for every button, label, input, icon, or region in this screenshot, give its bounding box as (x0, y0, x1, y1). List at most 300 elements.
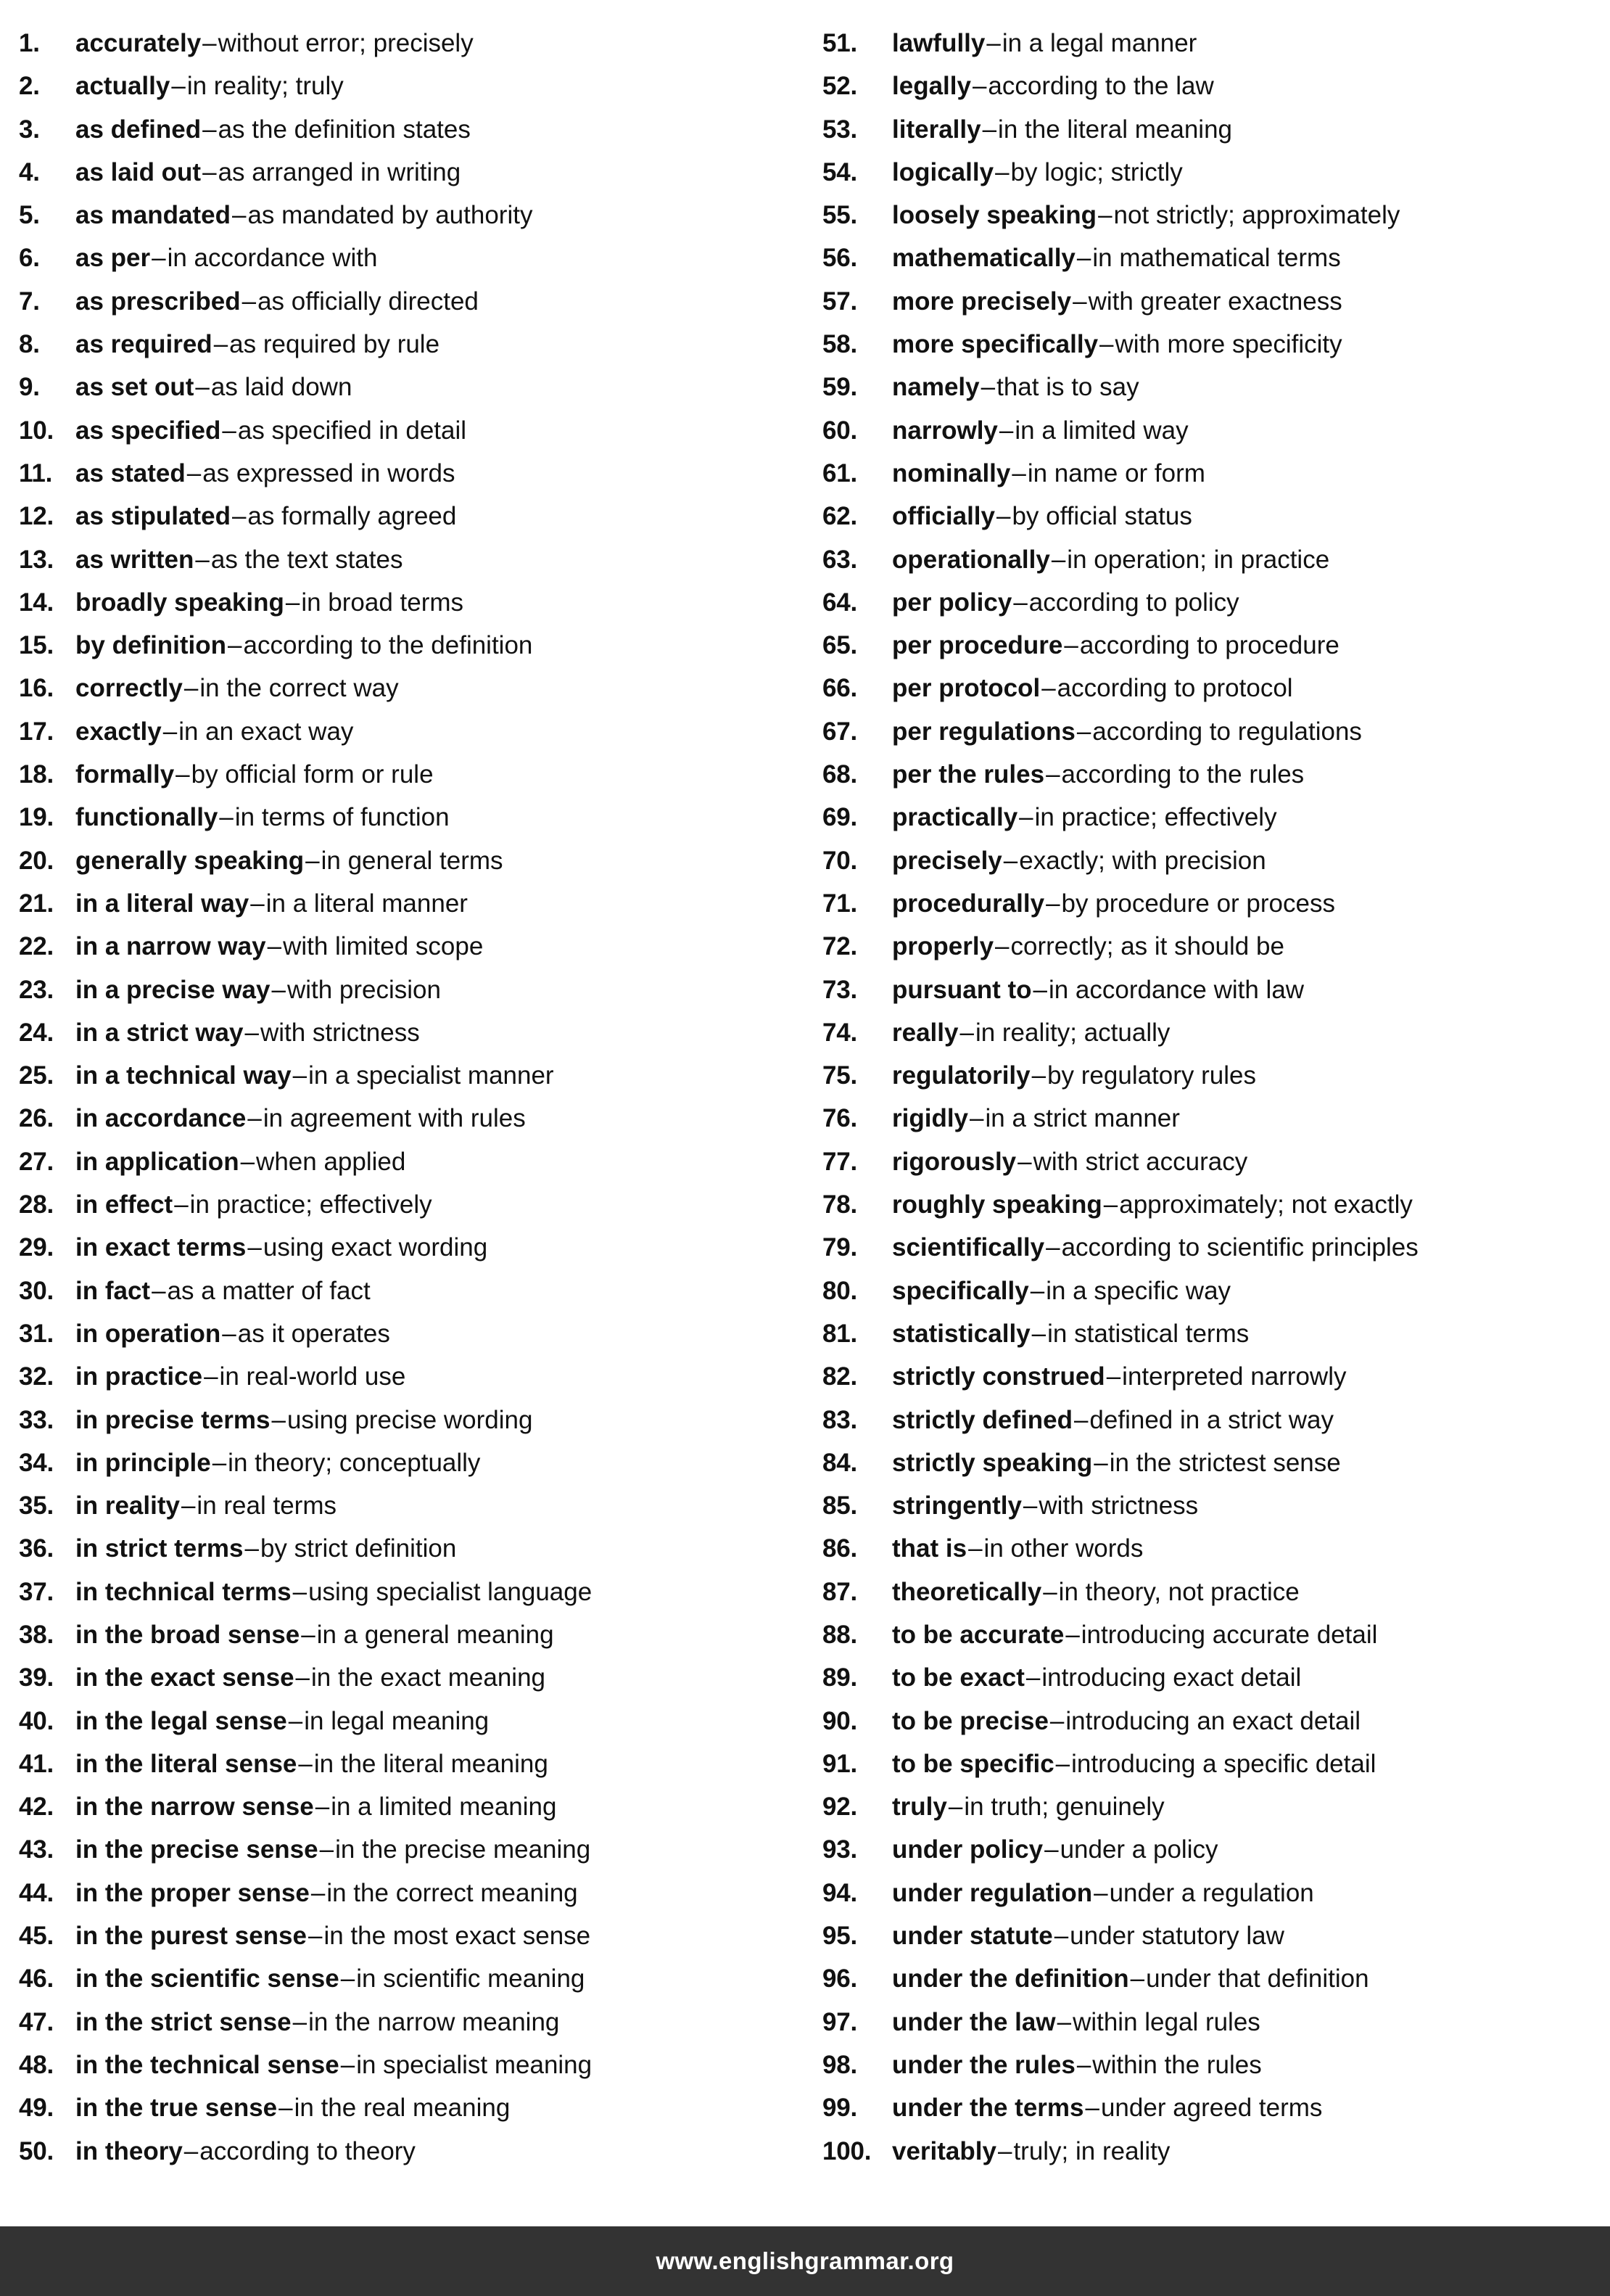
list-item-term: as prescribed (75, 287, 241, 316)
list-item-term: under the definition (892, 1964, 1129, 1993)
list-item-number: 8. (19, 330, 40, 359)
list-item-dash: – (267, 932, 282, 961)
list-item (822, 1441, 1609, 1484)
list-item (19, 710, 805, 753)
list-item-term: precisely (892, 846, 1002, 875)
list-item (19, 1914, 805, 1957)
list-item-term: stringently (892, 1491, 1022, 1521)
list-item-definition: as expressed in words (202, 458, 455, 487)
list-item-number: 12. (19, 502, 54, 531)
list-item-definition: introducing an exact detail (1065, 1706, 1361, 1735)
list-item-number: 10. (19, 416, 54, 445)
list-item-number: 97. (822, 2007, 858, 2036)
list-item (822, 1656, 1609, 1699)
list-item-term: in the purest sense (75, 1922, 307, 1951)
list-item-dash: – (1130, 1964, 1145, 1993)
list-item-dash: – (240, 1147, 255, 1176)
list-item-number: 48. (19, 2050, 54, 2079)
list-item-term: accurately (75, 29, 202, 57)
list-item-definition: truly; in reality (1013, 2136, 1171, 2165)
list-item (822, 495, 1609, 538)
list-item-term: rigorously (892, 1147, 1017, 1176)
list-item-term: namely (892, 373, 980, 402)
list-item-definition: by official status (1012, 502, 1192, 531)
list-item-definition: in the narrow meaning (308, 2007, 560, 2036)
list-item-number: 6. (19, 244, 40, 273)
list-item-term: that is (892, 1534, 967, 1563)
list-item-number: 69. (822, 803, 858, 832)
list-item-dash: – (1064, 631, 1078, 660)
list-item-term: in the strict sense (75, 2007, 292, 2036)
list-item-dash: – (247, 1104, 262, 1133)
list-item-number: 51. (822, 29, 858, 57)
list-item-number: 94. (822, 1878, 858, 1907)
list-item (19, 1613, 805, 1656)
list-item-term: in the scientific sense (75, 1964, 339, 1993)
list-item-dash: – (1030, 1276, 1045, 1305)
list-item-term: to be specific (892, 1749, 1054, 1778)
list-item (19, 925, 805, 968)
list-item-number: 36. (19, 1534, 54, 1563)
list-item (822, 1484, 1609, 1527)
list-item-dash: – (152, 244, 166, 273)
list-item (19, 581, 805, 624)
list-item (19, 1312, 805, 1355)
list-item-dash: – (183, 674, 199, 703)
list-item-definition: in operation; in practice (1067, 545, 1330, 574)
list-item-term: in precise terms (75, 1405, 271, 1434)
list-item-number: 4. (19, 157, 40, 186)
list-item-definition: defined in a strict way (1089, 1405, 1334, 1434)
list-item-dash: – (212, 1448, 227, 1477)
list-item-definition: in a literal manner (265, 889, 468, 918)
list-item-dash: – (195, 545, 210, 574)
list-item-term: procedurally (892, 889, 1045, 918)
list-item-number: 3. (19, 115, 40, 144)
list-item-number: 31. (19, 1319, 54, 1348)
list-item-number: 1. (19, 29, 40, 57)
list-item (822, 194, 1609, 236)
list-item (19, 1140, 805, 1183)
footer-site-url: www.englishgrammar.org (656, 2247, 954, 2274)
list-item-number: 35. (19, 1491, 54, 1521)
list-item-definition: in a specific way (1046, 1276, 1231, 1305)
list-item-term: by definition (75, 631, 227, 660)
list-item-term: in the exact sense (75, 1663, 294, 1692)
list-item-term: in a strict way (75, 1018, 244, 1047)
list-item-number: 29. (19, 1233, 54, 1262)
list-item-number: 28. (19, 1190, 54, 1219)
list-item-term: under the rules (892, 2050, 1076, 2079)
list-item (19, 1054, 805, 1097)
list-item-term: in the broad sense (75, 1620, 300, 1649)
list-item-dash: – (1046, 1233, 1060, 1262)
list-item-dash: – (288, 1706, 303, 1735)
list-item-number: 5. (19, 201, 40, 230)
list-item-definition: as specified in detail (237, 416, 467, 445)
list-item-dash: – (202, 157, 217, 186)
footer-bar (0, 2226, 1610, 2296)
list-item-number: 11. (19, 458, 53, 487)
list-column-right (805, 22, 1609, 2296)
list-item (19, 409, 805, 452)
list-item-dash: – (340, 1964, 355, 1993)
list-item-term: to be precise (892, 1706, 1049, 1735)
list-item (822, 1527, 1609, 1570)
list-item (822, 710, 1609, 753)
list-item-term: officially (892, 502, 995, 531)
list-item-definition: in an exact way (178, 717, 354, 746)
list-item-definition: in a limited meaning (331, 1793, 557, 1822)
list-item-definition: using specialist language (308, 1577, 593, 1606)
list-item (19, 1226, 805, 1269)
list-item (822, 968, 1609, 1011)
list-item-number: 54. (822, 157, 858, 186)
list-item (822, 108, 1609, 151)
list-item-dash: – (1073, 287, 1087, 316)
list-item-number: 67. (822, 717, 858, 746)
list-item-dash: – (1085, 2094, 1099, 2123)
list-item-definition: in real-world use (219, 1362, 406, 1391)
list-item-definition: in general terms (321, 846, 503, 875)
list-item-number: 91. (822, 1749, 858, 1778)
list-item-number: 88. (822, 1620, 858, 1649)
list-item-term: in practice (75, 1362, 203, 1391)
list-item-dash: – (181, 1491, 196, 1521)
list-item-dash: – (171, 72, 186, 101)
list-item (822, 22, 1609, 65)
list-item (822, 323, 1609, 366)
list-item-definition: in the literal meaning (313, 1749, 548, 1778)
list-item-number: 15. (19, 631, 54, 660)
list-item-term: narrowly (892, 416, 998, 445)
list-item-number: 92. (822, 1793, 858, 1822)
list-item-dash: – (1076, 2050, 1091, 2079)
list-item-definition: with strictness (260, 1018, 420, 1047)
list-item-number: 72. (822, 932, 858, 961)
list-item (19, 2086, 805, 2129)
list-item-number: 86. (822, 1534, 858, 1563)
list-item (19, 280, 805, 323)
list-item-term: more specifically (892, 330, 1099, 359)
list-item-number: 19. (19, 803, 54, 832)
list-item-definition: according to scientific principles (1061, 1233, 1419, 1262)
list-item (822, 1226, 1609, 1269)
list-item-number: 87. (822, 1577, 858, 1606)
list-item-dash: – (202, 29, 217, 57)
list-item-term: as set out (75, 373, 194, 402)
list-item-term: in accordance (75, 1104, 247, 1133)
list-item (19, 753, 805, 796)
list-item (19, 1872, 805, 1914)
list-item-definition: without error; precisely (218, 29, 474, 57)
list-item-dash: – (204, 1362, 218, 1391)
list-item (822, 882, 1609, 925)
list-item-dash: – (231, 201, 247, 230)
list-item (822, 753, 1609, 796)
list-item-definition: in a limited way (1015, 416, 1189, 445)
list-item-number: 79. (822, 1233, 858, 1262)
list-item (822, 1270, 1609, 1312)
list-item-definition: in name or form (1027, 458, 1205, 487)
list-item (19, 495, 805, 538)
list-item-term: roughly speaking (892, 1190, 1102, 1219)
list-item-dash: – (1033, 975, 1047, 1004)
list-item-number: 55. (822, 201, 858, 230)
list-item-term: per regulations (892, 717, 1076, 746)
list-item-number: 27. (19, 1147, 54, 1176)
list-item-term: under regulation (892, 1878, 1093, 1907)
list-item (19, 2001, 805, 2044)
list-item-definition: under statutory law (1070, 1922, 1284, 1951)
list-item-number: 82. (822, 1362, 858, 1391)
list-item-dash: – (982, 115, 997, 144)
list-item-term: more precisely (892, 287, 1072, 316)
list-item (19, 1700, 805, 1742)
list-item (822, 1785, 1609, 1828)
list-item-dash: – (1017, 1147, 1032, 1176)
list-item-dash: – (972, 72, 987, 101)
list-item-definition: using precise wording (286, 1405, 533, 1434)
list-item-term: in exact terms (75, 1233, 247, 1262)
list-item-definition: in the strictest sense (1109, 1448, 1341, 1477)
list-item-number: 24. (19, 1018, 54, 1047)
list-item-number: 26. (19, 1104, 54, 1133)
list-item-term: as stipulated (75, 502, 231, 531)
list-item-dash: – (1046, 889, 1060, 918)
list-item-number: 47. (19, 2007, 54, 2036)
list-item-definition: as officially directed (257, 287, 479, 316)
list-item-definition: as mandated by authority (247, 201, 533, 230)
list-item-dash: – (1094, 1448, 1108, 1477)
list-item-number: 25. (19, 1061, 54, 1090)
list-item-dash: – (1103, 1190, 1118, 1219)
list-item-definition: in theory, not practice (1058, 1577, 1300, 1606)
list-item-term: nominally (892, 458, 1011, 487)
list-item (822, 1872, 1609, 1914)
list-item-number: 62. (822, 502, 858, 531)
list-item-dash: – (996, 502, 1011, 531)
list-item-number: 77. (822, 1147, 858, 1176)
list-item (822, 796, 1609, 839)
list-item-definition: interpreted narrowly (1122, 1362, 1347, 1391)
list-item-number: 93. (822, 1835, 858, 1864)
list-item-definition: in reality; actually (975, 1018, 1171, 1047)
list-item (822, 1700, 1609, 1742)
list-item-dash: – (174, 1190, 189, 1219)
list-item (19, 108, 805, 151)
list-item-term: functionally (75, 803, 218, 832)
list-item-dash: – (278, 2094, 293, 2123)
list-item-number: 61. (822, 458, 858, 487)
list-item (19, 1011, 805, 1054)
list-item-dash: – (340, 2050, 355, 2079)
list-item-dash: – (219, 803, 234, 832)
list-item (19, 1441, 805, 1484)
list-item-dash: – (244, 1018, 259, 1047)
list-item (822, 1355, 1609, 1398)
list-item-dash: – (295, 1663, 310, 1692)
list-item-term: in the narrow sense (75, 1793, 314, 1822)
list-column-left (19, 22, 805, 2296)
list-item-number: 52. (822, 72, 858, 101)
list-item-term: per protocol (892, 674, 1041, 703)
list-item-number: 66. (822, 674, 858, 703)
list-item-definition: in accordance with (167, 244, 378, 273)
list-item-term: in application (75, 1147, 239, 1176)
list-item-term: specifically (892, 1276, 1029, 1305)
list-item-dash: – (1057, 2007, 1072, 2036)
list-item (822, 624, 1609, 667)
list-item (19, 65, 805, 107)
list-item-definition: by strict definition (260, 1534, 457, 1563)
list-item (19, 839, 805, 882)
list-item (19, 1270, 805, 1312)
list-item-number: 14. (19, 588, 54, 617)
list-item-definition: as it operates (237, 1319, 390, 1348)
list-item-number: 20. (19, 846, 54, 875)
list-item-dash: – (247, 1233, 262, 1262)
list-item-dash: – (1031, 1319, 1046, 1348)
list-item-definition: by regulatory rules (1047, 1061, 1256, 1090)
list-item-dash: – (1076, 717, 1091, 746)
list-item-term: practically (892, 803, 1018, 832)
list-item-dash: – (285, 588, 300, 617)
list-item-term: operationally (892, 545, 1050, 574)
list-item-term: in the proper sense (75, 1878, 310, 1907)
list-item (19, 2044, 805, 2086)
list-item-definition: in accordance with law (1048, 975, 1305, 1004)
list-item-dash: – (176, 760, 190, 789)
list-item-dash: – (183, 2136, 199, 2165)
list-item-dash: – (250, 889, 265, 918)
list-item-definition: according to policy (1028, 588, 1239, 617)
list-item-definition: according to regulations (1092, 717, 1362, 746)
list-item-term: broadly speaking (75, 588, 284, 617)
list-item-definition: in a specialist manner (308, 1061, 554, 1090)
list-item-term: under statute (892, 1922, 1053, 1951)
list-item (19, 1355, 805, 1398)
list-item-definition: with strictness (1039, 1491, 1199, 1521)
list-item-number: 65. (822, 631, 858, 660)
list-item-term: in the literal sense (75, 1749, 297, 1778)
list-item (19, 366, 805, 408)
list-item (19, 1097, 805, 1140)
list-item-number: 68. (822, 760, 858, 789)
list-item-number: 7. (19, 287, 40, 316)
list-item-dash: – (292, 1061, 307, 1090)
list-item-number: 85. (822, 1491, 858, 1521)
list-item-dash: – (1025, 1663, 1041, 1692)
list-item-definition: in a legal manner (1002, 29, 1197, 57)
list-item-definition: in a general meaning (316, 1620, 554, 1649)
list-item-number: 9. (19, 373, 40, 402)
list-item-term: as per (75, 244, 151, 273)
list-item-number: 30. (19, 1276, 54, 1305)
list-item-dash: – (244, 1534, 259, 1563)
list-item-number: 80. (822, 1276, 858, 1305)
list-item-number: 42. (19, 1793, 54, 1822)
list-item-dash: – (307, 1922, 323, 1951)
list-item-number: 96. (822, 1964, 858, 1993)
list-item (19, 2130, 805, 2173)
list-item-term: as mandated (75, 201, 231, 230)
list-item-dash: – (948, 1793, 963, 1822)
list-item-dash: – (1003, 846, 1018, 875)
list-item-term: in technical terms (75, 1577, 292, 1606)
list-item-number: 44. (19, 1878, 54, 1907)
list-item (822, 236, 1609, 279)
list-item-number: 78. (822, 1190, 858, 1219)
list-item-definition: in legal meaning (304, 1706, 490, 1735)
list-item-term: in reality (75, 1491, 180, 1521)
list-item-definition: in reality; truly (186, 72, 344, 101)
list-item-dash: – (1041, 674, 1056, 703)
list-item-term: under policy (892, 1835, 1044, 1864)
list-item-dash: – (195, 373, 210, 402)
list-item-term: in operation (75, 1319, 221, 1348)
list-item-definition: under a policy (1060, 1835, 1218, 1864)
list-item (822, 452, 1609, 495)
list-item-dash: – (968, 1534, 983, 1563)
list-item-term: theoretically (892, 1577, 1042, 1606)
list-item-definition: that is to say (996, 373, 1139, 402)
list-item (822, 2130, 1609, 2173)
list-item-definition: in the most exact sense (323, 1922, 591, 1951)
list-item-number: 71. (822, 889, 858, 918)
list-item-definition: as a matter of fact (167, 1276, 371, 1305)
list-item-definition: according to protocol (1057, 674, 1293, 703)
list-item-definition: in specialist meaning (356, 2050, 593, 2079)
list-item-definition: in a strict manner (985, 1104, 1180, 1133)
list-item (822, 280, 1609, 323)
list-item-definition: in broad terms (301, 588, 464, 617)
list-item-term: truly (892, 1793, 947, 1822)
list-item-definition: according to the rules (1061, 760, 1305, 789)
list-item-term: per the rules (892, 760, 1045, 789)
list-item-term: as required (75, 330, 212, 359)
list-item-definition: by official form or rule (191, 760, 434, 789)
list-item-definition: by logic; strictly (1010, 157, 1183, 186)
list-item-number: 59. (822, 373, 858, 402)
list-item-number: 63. (822, 545, 858, 574)
list-item-definition: with strict accuracy (1033, 1147, 1248, 1176)
list-item (822, 65, 1609, 107)
list-item-definition: under agreed terms (1100, 2094, 1323, 2123)
list-item-number: 53. (822, 115, 858, 144)
list-item-number: 39. (19, 1663, 54, 1692)
list-item (822, 1312, 1609, 1355)
list-item-dash: – (1094, 1878, 1108, 1907)
list-item-dash: – (1031, 1061, 1046, 1090)
list-item (822, 1571, 1609, 1613)
list-item-definition: correctly; as it should be (1010, 932, 1284, 961)
list-item-definition: not strictly; approximately (1113, 201, 1400, 230)
list-item-number: 100. (822, 2136, 872, 2165)
list-item (822, 2001, 1609, 2044)
list-item-definition: in the correct meaning (326, 1878, 578, 1907)
list-item-dash: – (292, 1577, 307, 1606)
list-item (822, 1613, 1609, 1656)
list-item-term: in effect (75, 1190, 173, 1219)
list-item-definition: in statistical terms (1047, 1319, 1250, 1348)
list-item-term: in theory (75, 2136, 183, 2165)
list-item-number: 89. (822, 1663, 858, 1692)
list-item-definition: introducing a specific detail (1071, 1749, 1376, 1778)
list-item-definition: in the exact meaning (311, 1663, 545, 1692)
list-item (822, 1957, 1609, 2000)
list-item-dash: – (242, 287, 257, 316)
